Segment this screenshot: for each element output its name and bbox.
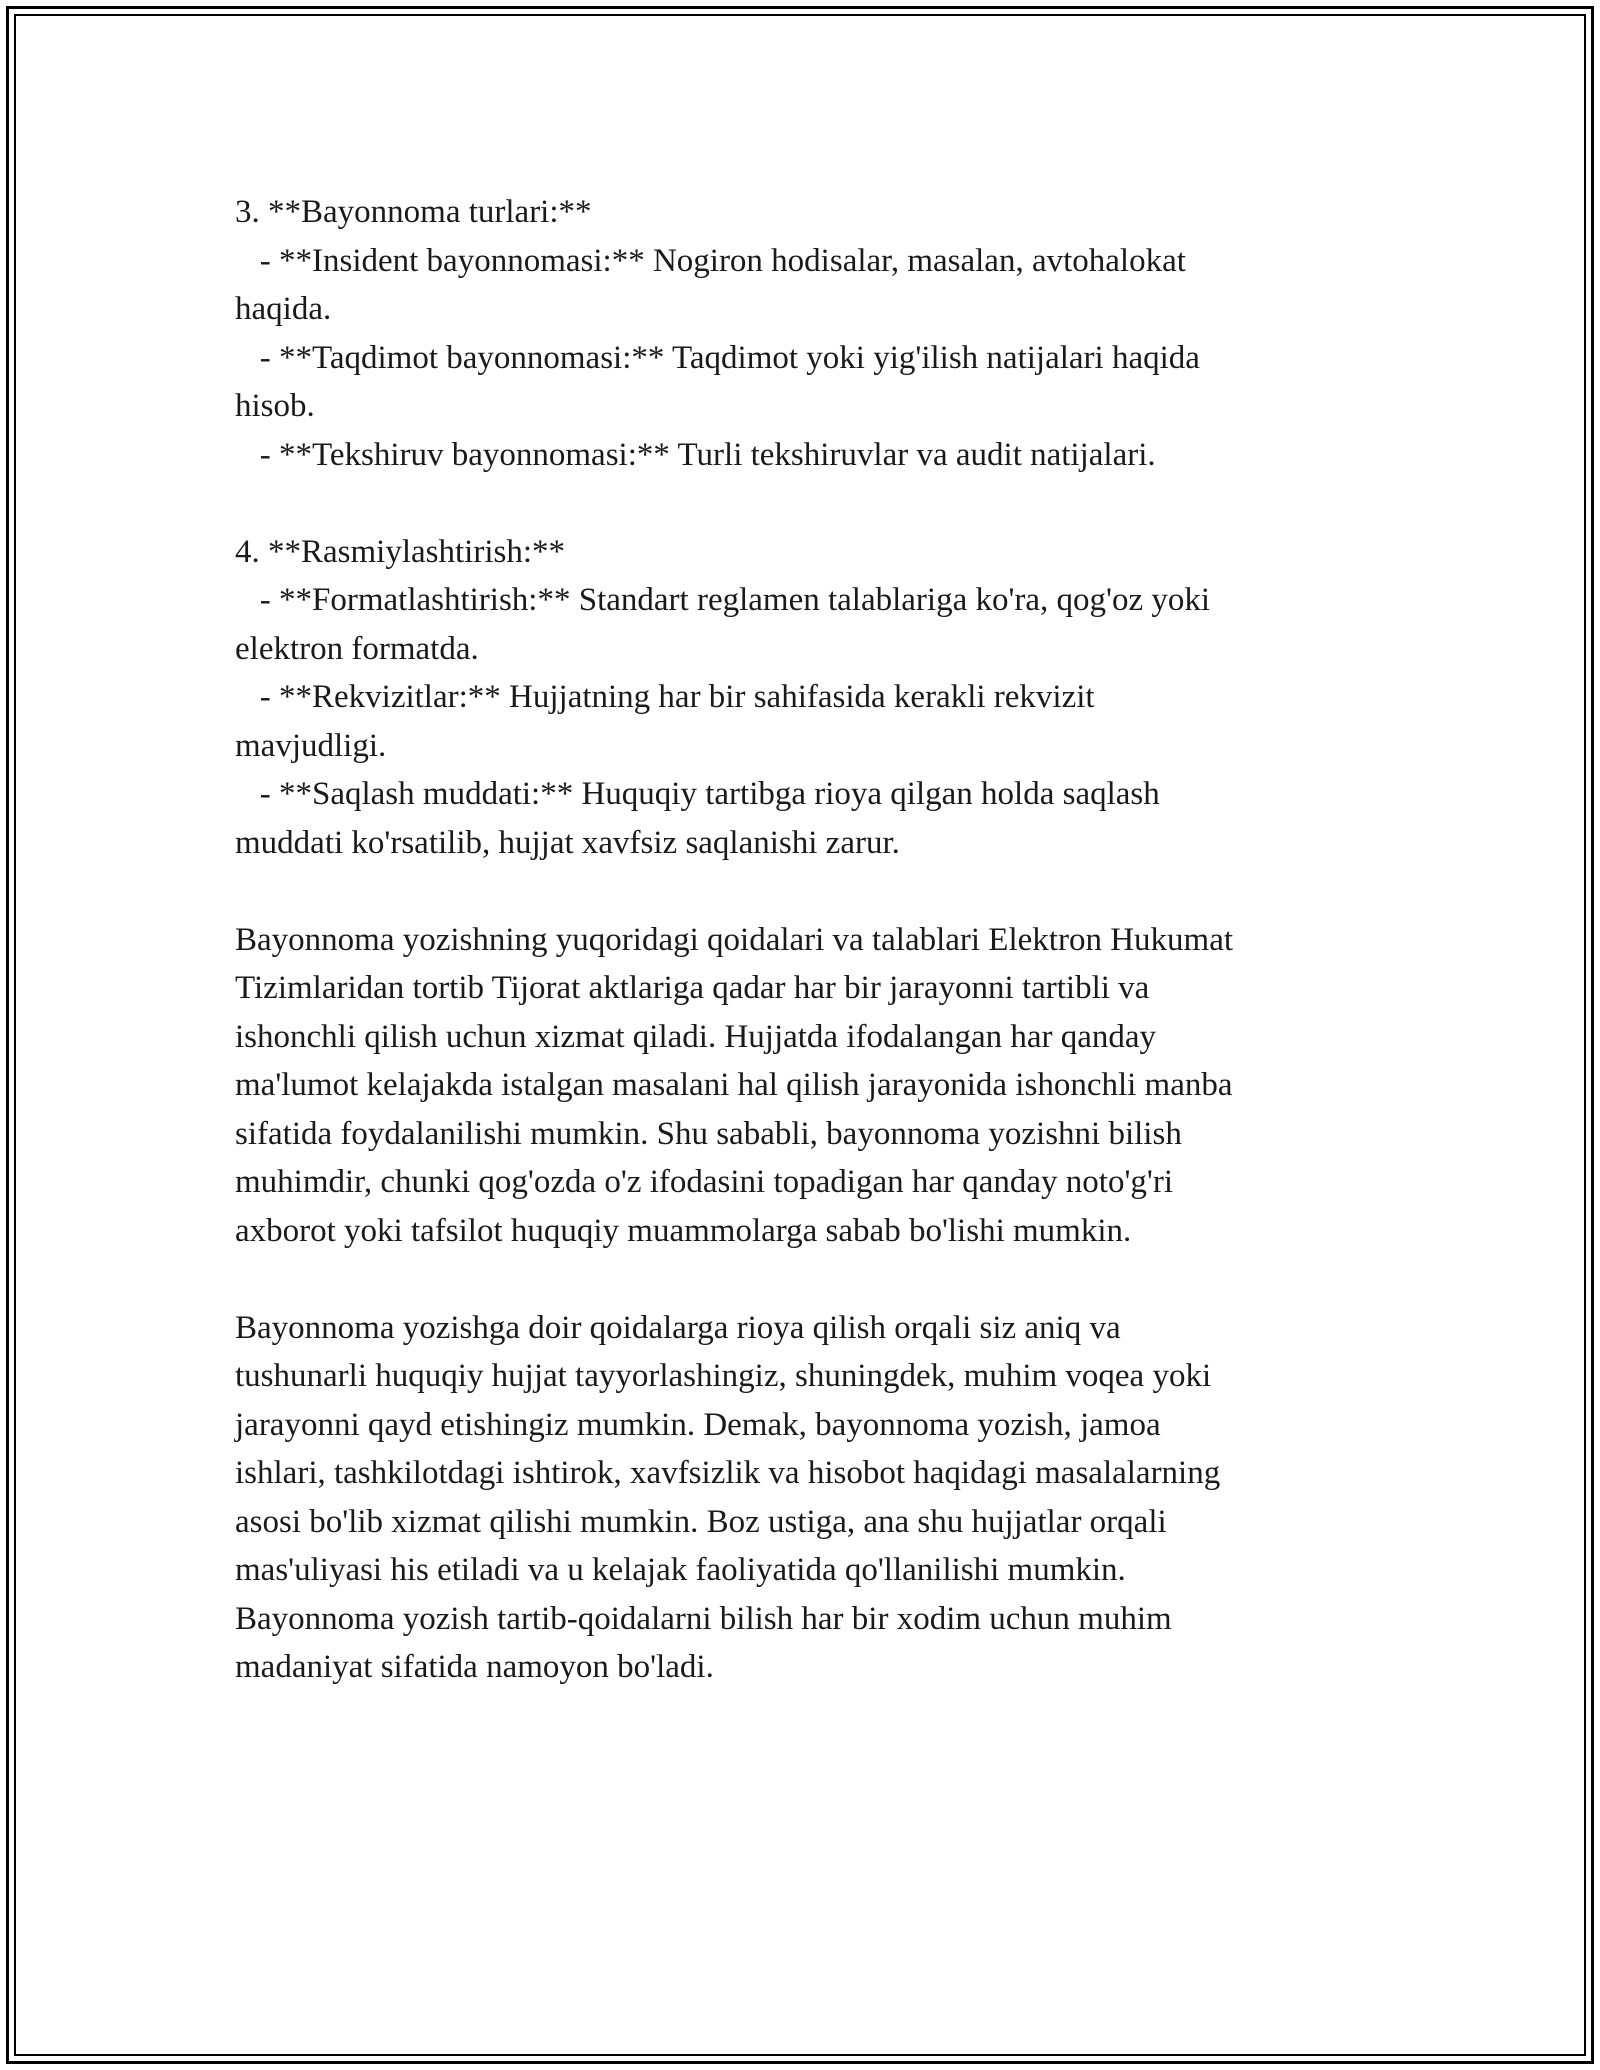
paragraph-line: ishlari, tashkilotdagi ishtirok, xavfsizlik va hisobot haqidagi masalalarning: [235, 1455, 1221, 1491]
list-item-line: hisob.: [235, 388, 315, 424]
paragraph-line: mas'uliyasi his etiladi va u kelajak faoliyatida qo'llanilishi mumkin.: [235, 1552, 1126, 1588]
section-heading: 3. **Bayonnoma turlari:**: [235, 194, 592, 230]
list-item-line: - **Formatlashtirish:** Standart reglamen talablariga ko'ra, qog'oz yoki: [235, 582, 1211, 618]
paragraph-line: axborot yoki tafsilot huquqiy muammolarga sabab bo'lishi mumkin.: [235, 1212, 1132, 1249]
list-item-line: - **Saqlash muddati:** Huquqiy tartibga rioya qilgan holda saqlash: [235, 776, 1160, 812]
list-item-line: muddati ko'rsatilib, hujjat xavfsiz saqlanishi zarur.: [235, 824, 900, 861]
paragraph-line: Bayonnoma yozish tartib-qoidalarni bilish har bir xodim uchun muhim: [235, 1600, 1172, 1637]
paragraph-line: jarayonni qayd etishingiz mumkin. Demak, bayonnoma yozish, jamoa: [235, 1406, 1161, 1443]
paragraph-line: Bayonnoma yozishning yuqoridagi qoidalari va talablari Elektron Hukumat: [235, 921, 1234, 958]
paragraph-line: tushunarli huquqiy hujjat tayyorlashingiz, shuningdek, muhim voqea yoki: [235, 1358, 1212, 1394]
section-bayonnoma-turlari: [235, 188, 1365, 479]
list-item-line: - **Insident bayonnomasi:** Nogiron hodisalar, masalan, avtohalokat: [235, 242, 1186, 279]
paragraph-line: ishonchli qilish uchun xizmat qiladi. Hujjatda ifodalangan har qanday: [235, 1018, 1157, 1055]
paragraph-conclusion-1: [235, 916, 1365, 1256]
paragraph-line: madaniyat sifatida namoyon bo'ladi.: [235, 1649, 714, 1685]
list-item-line: - **Taqdimot bayonnomasi:** Taqdimot yoki yig'ilish natijalari haqida: [235, 339, 1200, 376]
spacer: [235, 479, 1365, 528]
spacer: [235, 1255, 1365, 1304]
paragraph-conclusion-2: [235, 1304, 1365, 1692]
section-rasmiylashtirish: [235, 528, 1365, 868]
paragraph-line: muhimdir, chunki qog'ozda o'z ifodasini topadigan har qanday noto'g'ri: [235, 1164, 1174, 1200]
list-item-line: - **Rekvizitlar:** Hujjatning har bir sahifasida kerakli rekvizit: [235, 679, 1095, 715]
paragraph-line: asosi bo'lib xizmat qilishi mumkin. Boz ustiga, ana shu hujjatlar orqali: [235, 1503, 1167, 1540]
paragraph-line: Tizimlaridan tortib Tijorat aktlariga qadar har bir jarayonni tartibli va: [235, 970, 1150, 1006]
list-item-line: - **Tekshiruv bayonnomasi:** Turli tekshiruvlar va audit natijalari.: [235, 436, 1156, 473]
document-body: [235, 188, 1365, 1692]
paragraph-line: sifatida foydalanilishi mumkin. Shu sababli, bayonnoma yozishni bilish: [235, 1115, 1182, 1152]
section-heading: 4. **Rasmiylashtirish:**: [235, 533, 565, 570]
list-item-line: mavjudligi.: [235, 727, 387, 764]
paragraph-line: ma'lumot kelajakda istalgan masalani hal qilish jarayonida ishonchli manba: [235, 1067, 1233, 1103]
list-item-line: elektron formatda.: [235, 630, 479, 667]
paragraph-line: Bayonnoma yozishga doir qoidalarga rioya qilish orqali siz aniq va: [235, 1309, 1121, 1346]
spacer: [235, 867, 1365, 916]
list-item-line: haqida.: [235, 291, 332, 327]
